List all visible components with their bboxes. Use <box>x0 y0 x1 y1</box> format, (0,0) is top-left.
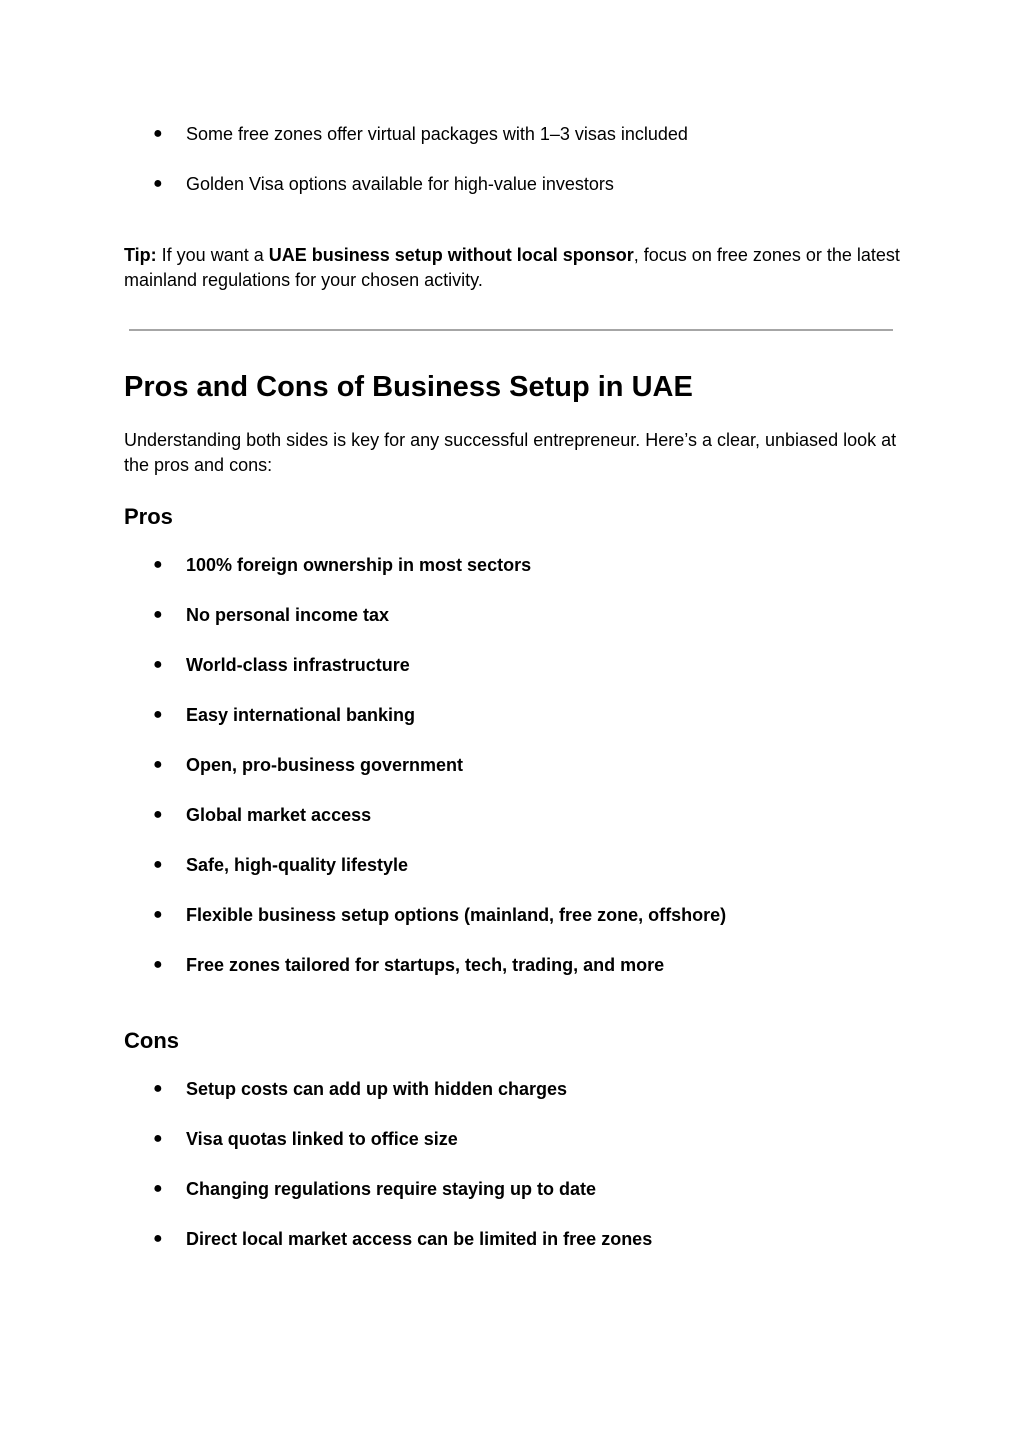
list-item <box>0 704 1024 754</box>
list-item-text: Global market access <box>186 805 372 825</box>
bullet-icon: ● <box>153 175 163 192</box>
tip-label: Tip: <box>124 245 157 265</box>
bullet-icon: ● <box>153 1080 163 1097</box>
tip-bold-phrase: UAE business setup without local sponsor <box>268 245 634 265</box>
list-item-text: Visa quotas linked to office size <box>186 1129 458 1149</box>
bullet-icon: ● <box>153 1130 163 1147</box>
list-item-text: 100% foreign ownership in most sectors <box>186 555 532 575</box>
list-item-text: Open, pro-business government <box>186 755 464 775</box>
list-item-text: No personal income tax <box>186 605 390 625</box>
list-item <box>0 904 1024 954</box>
list-item-text: Changing regulations require staying up to date <box>186 1179 597 1199</box>
bullet-icon: ● <box>153 856 163 873</box>
list-item <box>0 123 1024 173</box>
visa-options-list <box>0 123 1024 223</box>
list-item <box>0 854 1024 904</box>
section-title: Pros and Cons of Business Setup in UAE <box>124 371 693 403</box>
bullet-icon: ● <box>153 906 163 923</box>
list-item-text: World-class infrastructure <box>186 655 410 675</box>
list-item <box>0 604 1024 654</box>
cons-heading: Cons <box>124 1028 179 1053</box>
cons-list <box>0 1078 1024 1278</box>
list-item <box>0 754 1024 804</box>
pros-list <box>0 554 1024 1004</box>
list-item-text: Safe, high-quality lifestyle <box>186 855 409 875</box>
list-item <box>0 954 1024 1004</box>
list-item-text: Some free zones offer virtual packages with 1–3 visas included <box>186 124 688 144</box>
bullet-icon: ● <box>153 125 163 142</box>
list-item-text: Setup costs can add up with hidden charges <box>186 1079 568 1099</box>
tip-paragraph <box>124 243 904 293</box>
horizontal-divider <box>129 329 893 331</box>
tip-text-before: If you want a <box>156 245 269 265</box>
bullet-icon: ● <box>153 656 163 673</box>
intro-paragraph: Understanding both sides is key for any successful entrepreneur. Here’s a clear, unbiased look at the pros and cons: <box>124 430 897 475</box>
list-item <box>0 654 1024 704</box>
list-item-text: Easy international banking <box>186 705 416 725</box>
list-item-text: Flexible business setup options (mainland, free zone, offshore) <box>186 905 727 925</box>
list-item <box>0 1228 1024 1278</box>
list-item <box>0 173 1024 223</box>
bullet-icon: ● <box>153 606 163 623</box>
list-item <box>0 804 1024 854</box>
bullet-icon: ● <box>153 806 163 823</box>
list-item <box>0 1128 1024 1178</box>
bullet-icon: ● <box>153 956 163 973</box>
list-item <box>0 1178 1024 1228</box>
bullet-icon: ● <box>153 706 163 723</box>
pros-heading: Pros <box>124 504 173 529</box>
list-item-text: Golden Visa options available for high-value investors <box>186 174 614 194</box>
list-item-text: Free zones tailored for startups, tech, trading, and more <box>186 955 665 975</box>
tip-text-after: , focus on free zones or the latest mainland regulations for your chosen activity. <box>124 245 900 290</box>
list-item <box>0 1078 1024 1128</box>
bullet-icon: ● <box>153 1180 163 1197</box>
bullet-icon: ● <box>153 756 163 773</box>
bullet-icon: ● <box>153 1230 163 1247</box>
bullet-icon: ● <box>153 556 163 573</box>
list-item-text: Direct local market access can be limited in free zones <box>186 1229 653 1249</box>
list-item <box>0 554 1024 604</box>
